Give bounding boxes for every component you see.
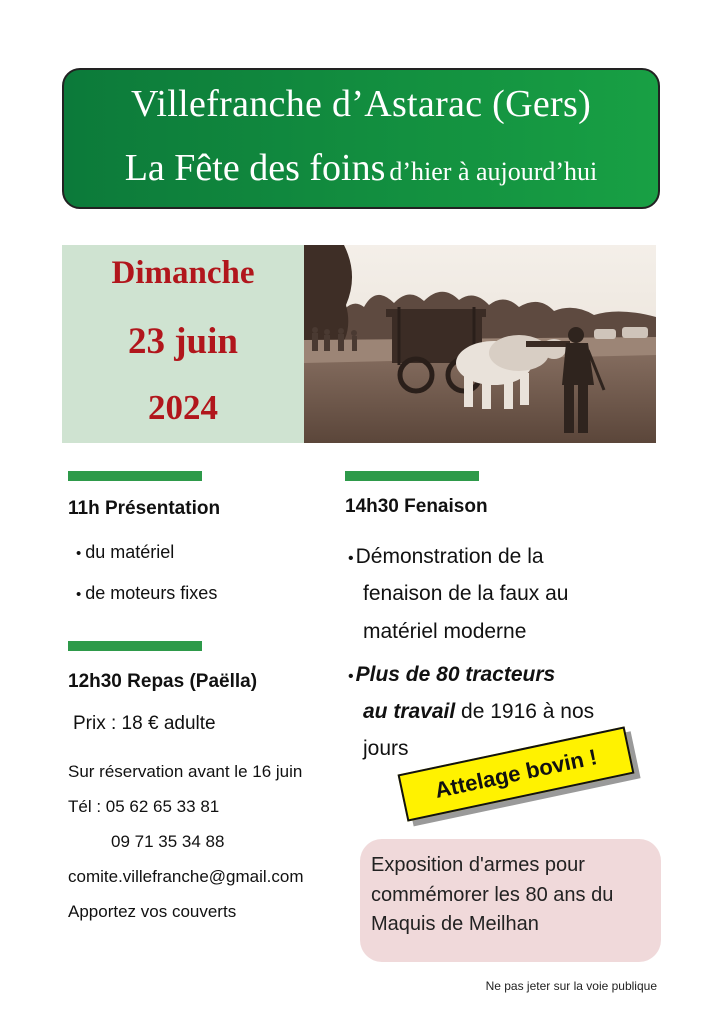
exposition-box	[360, 839, 661, 962]
event-tagline: d’hier à aujourd’hui	[389, 157, 598, 186]
oxen-haymaking-photo	[304, 245, 656, 443]
fenaison-tractors-line-2: au travail de 1916 à nos	[363, 700, 595, 723]
repas-heading: 12h30 Repas (Paëlla)	[68, 671, 258, 692]
repas-phone-1: Tél : 05 62 65 33 81	[68, 797, 220, 816]
date-date: 23 juin	[127, 321, 238, 362]
presentation-item-1: • du matériel	[76, 542, 175, 562]
event-location-title: Villefranche d’Astarac (Gers)	[130, 83, 592, 125]
presentation-item-2: • de moteurs fixes	[76, 583, 218, 603]
repas-note: Apportez vos couverts	[68, 902, 237, 921]
bullet-icon: •	[76, 545, 82, 562]
fenaison-demo-line-3: matériel moderne	[363, 620, 527, 643]
fenaison-heading: 14h30 Fenaison	[345, 496, 488, 517]
fenaison-tractors-line-3: jours	[363, 737, 409, 760]
date-day: Dimanche	[111, 255, 255, 291]
accent-bar-fenaison	[345, 471, 479, 481]
repas-email: comite.villefranche@gmail.com	[68, 867, 304, 886]
bullet-icon: •	[348, 668, 354, 685]
bullet-icon: •	[348, 550, 354, 567]
repas-phone-2: 09 71 35 34 88	[111, 832, 225, 851]
event-name: La Fête des foins	[124, 147, 386, 189]
attelage-tag	[398, 726, 635, 821]
fenaison-demo-line-1: •Démonstration de la	[348, 545, 544, 568]
accent-bar-repas	[68, 641, 202, 651]
exposition-line-2: commémorer les 80 ans du	[371, 884, 614, 906]
accent-bar-presentation	[68, 471, 202, 481]
repas-reservation: Sur réservation avant le 16 juin	[68, 762, 303, 781]
exposition-line-3: Maquis de Meilhan	[371, 913, 539, 935]
footer-note: Ne pas jeter sur la voie publique	[485, 979, 657, 993]
repas-price: Prix : 18 € adulte	[73, 713, 216, 734]
event-name-line	[64, 146, 658, 190]
exposition-line-1: Exposition d'armes pour	[371, 854, 585, 876]
attelage-tag-label: Attelage bovin !	[432, 744, 600, 803]
bullet-icon: •	[76, 586, 82, 603]
fenaison-demo-line-2: fenaison de la faux au	[363, 582, 569, 605]
presentation-heading: 11h Présentation	[68, 498, 221, 519]
date-box	[62, 245, 304, 443]
fenaison-tractors-line-1: •Plus de 80 tracteurs	[348, 663, 556, 686]
header-banner	[62, 68, 660, 209]
date-year: 2024	[148, 388, 218, 427]
